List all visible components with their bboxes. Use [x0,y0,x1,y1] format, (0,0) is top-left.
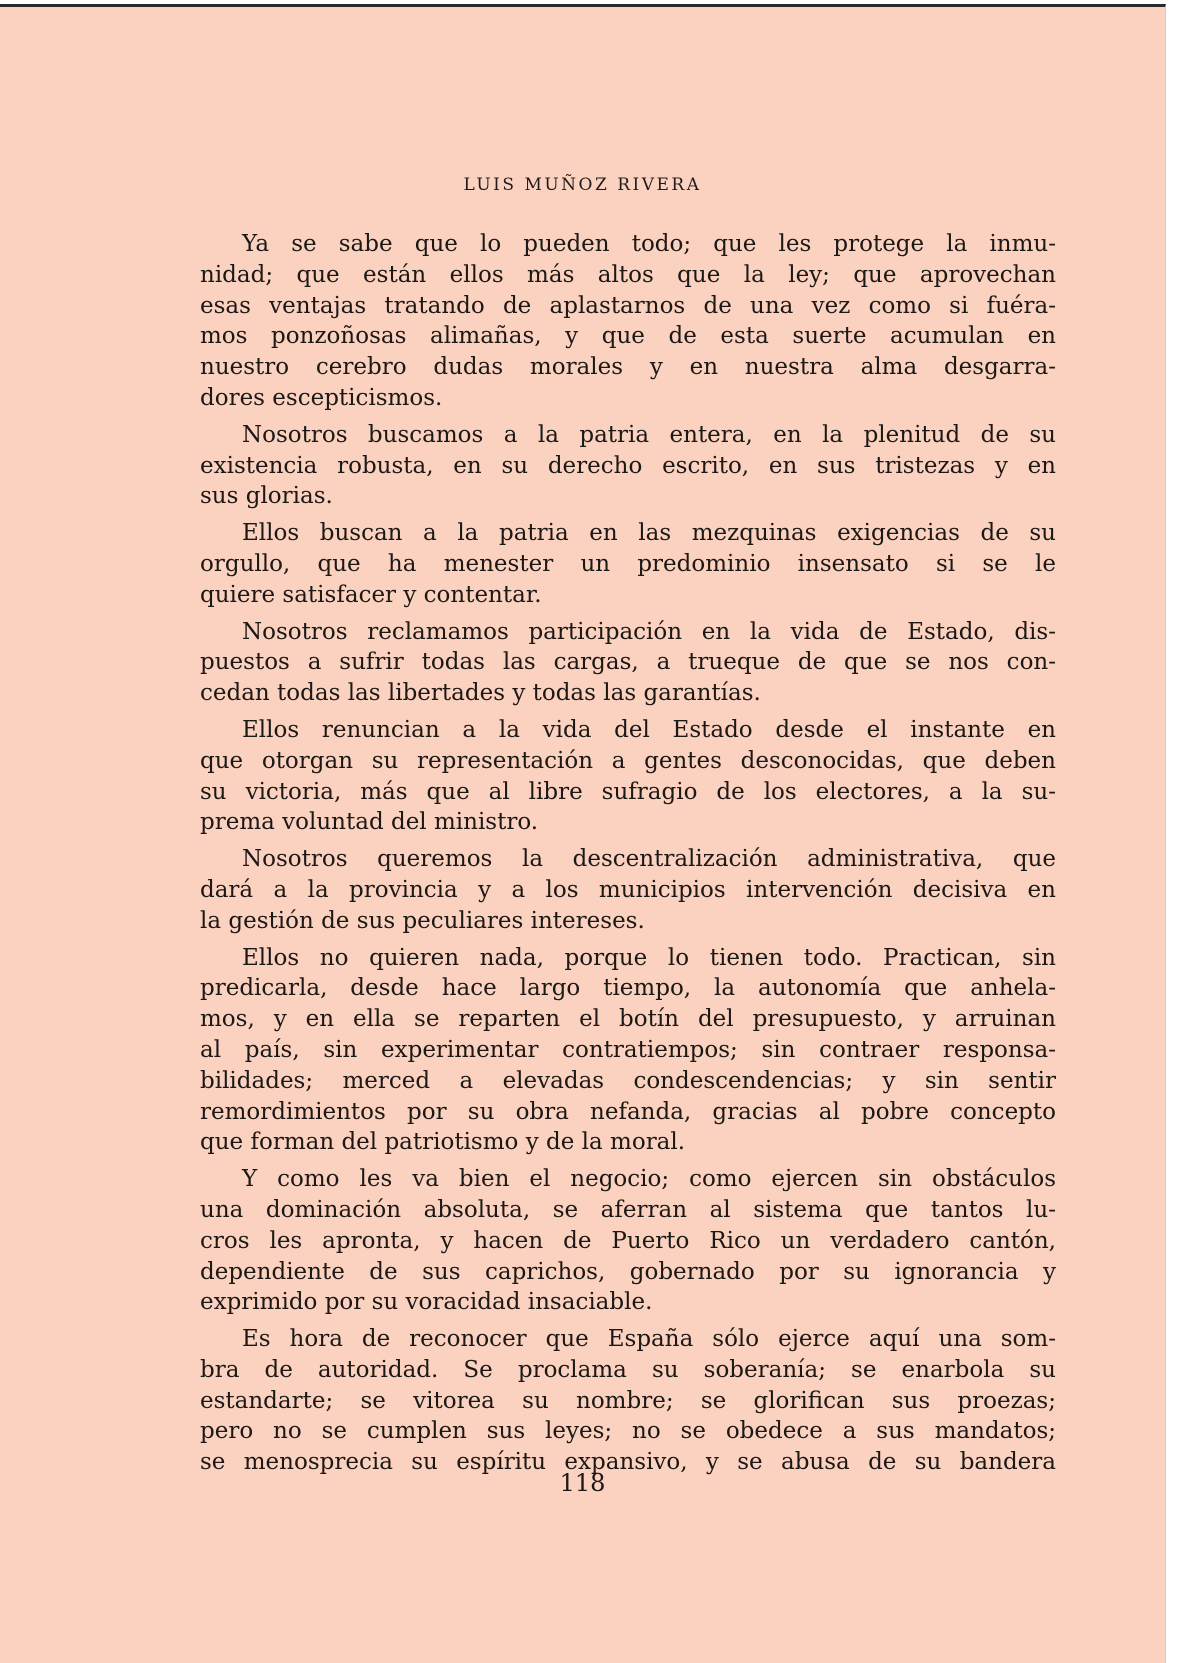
text-line: Ellos no quieren nada, porque lo tienen todo. Practican, sin [242,944,1056,971]
text-line: pero no se cumplen sus leyes; no se obedece a sus mandatos; [200,1418,1056,1445]
text-line: Ellos buscan a la patria en las mezquinas exigencias de su [242,520,1056,547]
paragraph [200,518,1056,610]
text-line: prema voluntad del ministro. [200,809,539,836]
text-line: nidad; que están ellos más altos que la ley; que aprovechan [200,261,1056,288]
text-line: Nosotros reclamamos participación en la vida de Estado, dis- [242,618,1056,645]
text-line: al país, sin experimentar contratiempos; sin contraer responsa- [200,1036,1056,1063]
text-line: cros les apronta, y hacen de Puerto Rico un verdadero cantón, [200,1227,1056,1254]
paragraph [200,943,1056,1159]
text-line: bra de autoridad. Se proclama su soberanía; se enarbola su [200,1356,1056,1383]
text-line: puestos a sufrir todas las cargas, a trueque de que se nos con- [200,649,1056,676]
text-line: Es hora de reconocer que España sólo ejerce aquí una som- [242,1326,1056,1353]
text-line: Ya se sabe que lo pueden todo; que les protege la inmu- [242,231,1056,257]
text-line: Y como les va bien el negocio; como ejercen sin obstáculos [242,1166,1056,1193]
text-line: exprimido por su voracidad insaciable. [200,1289,653,1316]
text-line: dará a la provincia y a los municipios intervención decisiva en [200,876,1056,903]
text-line: quiere satisfacer y contentar. [200,581,542,608]
running-header: LUIS MUÑOZ RIVERA [463,175,702,195]
text-line: existencia robusta, en su derecho escrito, en sus tristezas y en [200,452,1056,479]
paragraph [200,229,1056,414]
text-line: esas ventajas tratando de aplastarnos de una vez como si fuéra- [200,292,1056,319]
paragraph [200,617,1056,709]
text-line: remordimientos por su obra nefanda, gracias al pobre concepto [200,1098,1056,1125]
text-line: Nosotros buscamos a la patria entera, en la plenitud de su [242,421,1056,448]
text-line: dependiente de sus caprichos, gobernado por su ignorancia y [200,1258,1056,1285]
text-line: dores escepticismos. [200,384,443,411]
text-line: Nosotros queremos la descentralización administrativa, que [242,846,1056,873]
text-line: se menosprecia su espíritu expansivo, y se abusa de su bandera [200,1449,1056,1476]
text-line: mos, y en ella se reparten el botín del presupuesto, y arruinan [200,1006,1056,1033]
text-line: Ellos renuncian a la vida del Estado desde el instante en [242,716,1056,743]
page-number: 118 [559,1469,606,1497]
text-line: bilidades; merced a elevadas condescendencias; y sin sentir [200,1067,1056,1094]
paragraph [200,715,1056,838]
body-text [200,229,1056,1484]
book-page [0,4,1166,1663]
paragraph [200,1324,1056,1478]
text-line: que forman del patriotismo y de la moral. [200,1129,686,1156]
text-line: orgullo, que ha menester un predominio insensato si se le [200,550,1056,577]
text-line: estandarte; se vitorea su nombre; se glorifican sus proezas; [200,1387,1056,1414]
text-line: una dominación absoluta, se aferran al sistema que tantos lu- [200,1196,1056,1223]
text-line: mos ponzoñosas alimañas, y que de esta suerte acumulan en [200,323,1056,350]
paragraph [200,844,1056,936]
text-line: sus glorias. [200,483,333,510]
text-line: cedan todas las libertades y todas las garantías. [200,680,761,707]
paragraph [200,420,1056,512]
text-line: nuestro cerebro dudas morales y en nuestra alma desgarra- [200,354,1056,381]
text-line: que otorgan su representación a gentes desconocidas, que deben [200,747,1056,774]
text-line: su victoria, más que al libre sufragio de los electores, a la su- [200,778,1056,805]
text-line: predicarla, desde hace largo tiempo, la autonomía que anhela- [200,975,1056,1002]
text-line: la gestión de sus peculiares intereses. [200,907,645,934]
paragraph [200,1164,1056,1318]
